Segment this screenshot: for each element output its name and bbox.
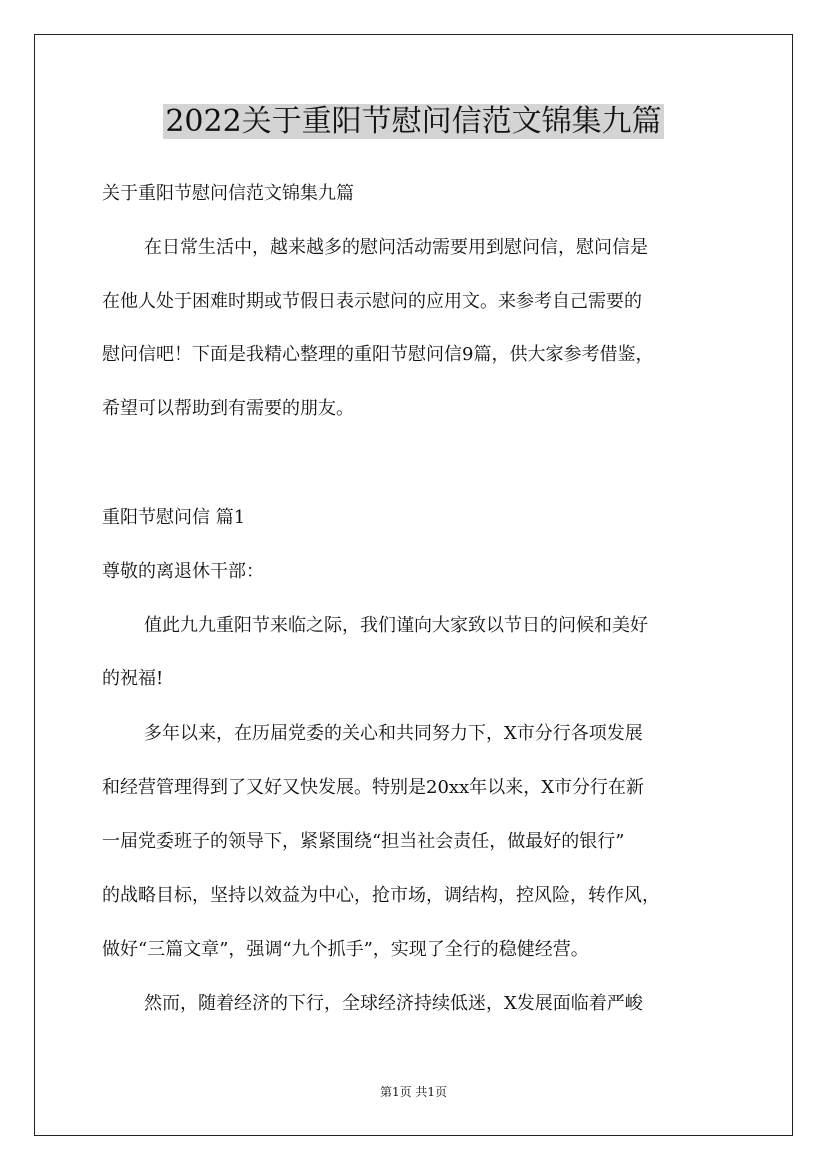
para2-line-2: 和经营管理得到了又好又快发展。特别是20xx年以来，X市分行在新 — [102, 777, 645, 798]
para2-line-4: 的战略目标，坚持以效益为中心，抢市场，调结构，控风险，转作风， — [102, 885, 660, 906]
intro-line-4: 希望可以帮助到有需要的朋友。 — [102, 398, 354, 419]
intro-line-1: 在日常生活中，越来越多的慰问活动需要用到慰问信，慰问信是 — [144, 237, 648, 258]
para2-line-1: 多年以来，在历届党委的关心和共同努力下，X市分行各项发展 — [144, 723, 643, 744]
document-title — [0, 102, 827, 142]
salutation: 尊敬的离退休干部： — [102, 561, 264, 582]
para3-line-1: 然而，随着经济的下行，全球经济持续低迷，X发展面临着严峻 — [144, 993, 643, 1014]
para2-line-5: 做好“三篇文章”，强调“九个抓手”，实现了全行的稳健经营。 — [102, 939, 589, 960]
intro-line-2: 在他人处于困难时期或节假日表示慰问的应用文。来参考自己需要的 — [102, 291, 642, 312]
para2-line-3: 一届党委班子的领导下，紧紧围绕“担当社会责任，做最好的银行” — [102, 831, 625, 852]
intro-line-3: 慰问信吧！下面是我精心整理的重阳节慰问信9篇，供大家参考借鉴， — [102, 344, 654, 365]
document-title-text: 2022关于重阳节慰问信范文锦集九篇 — [165, 104, 662, 139]
para1-line-1: 值此九九重阳节来临之际，我们谨向大家致以节日的问候和美好 — [144, 615, 648, 636]
section-heading: 重阳节慰问信 篇1 — [102, 507, 246, 528]
page-footer: 第1页 共1页 — [379, 1085, 448, 1099]
para1-line-2: 的祝福! — [102, 668, 164, 689]
document-subtitle: 关于重阳节慰问信范文锦集九篇 — [102, 183, 354, 204]
